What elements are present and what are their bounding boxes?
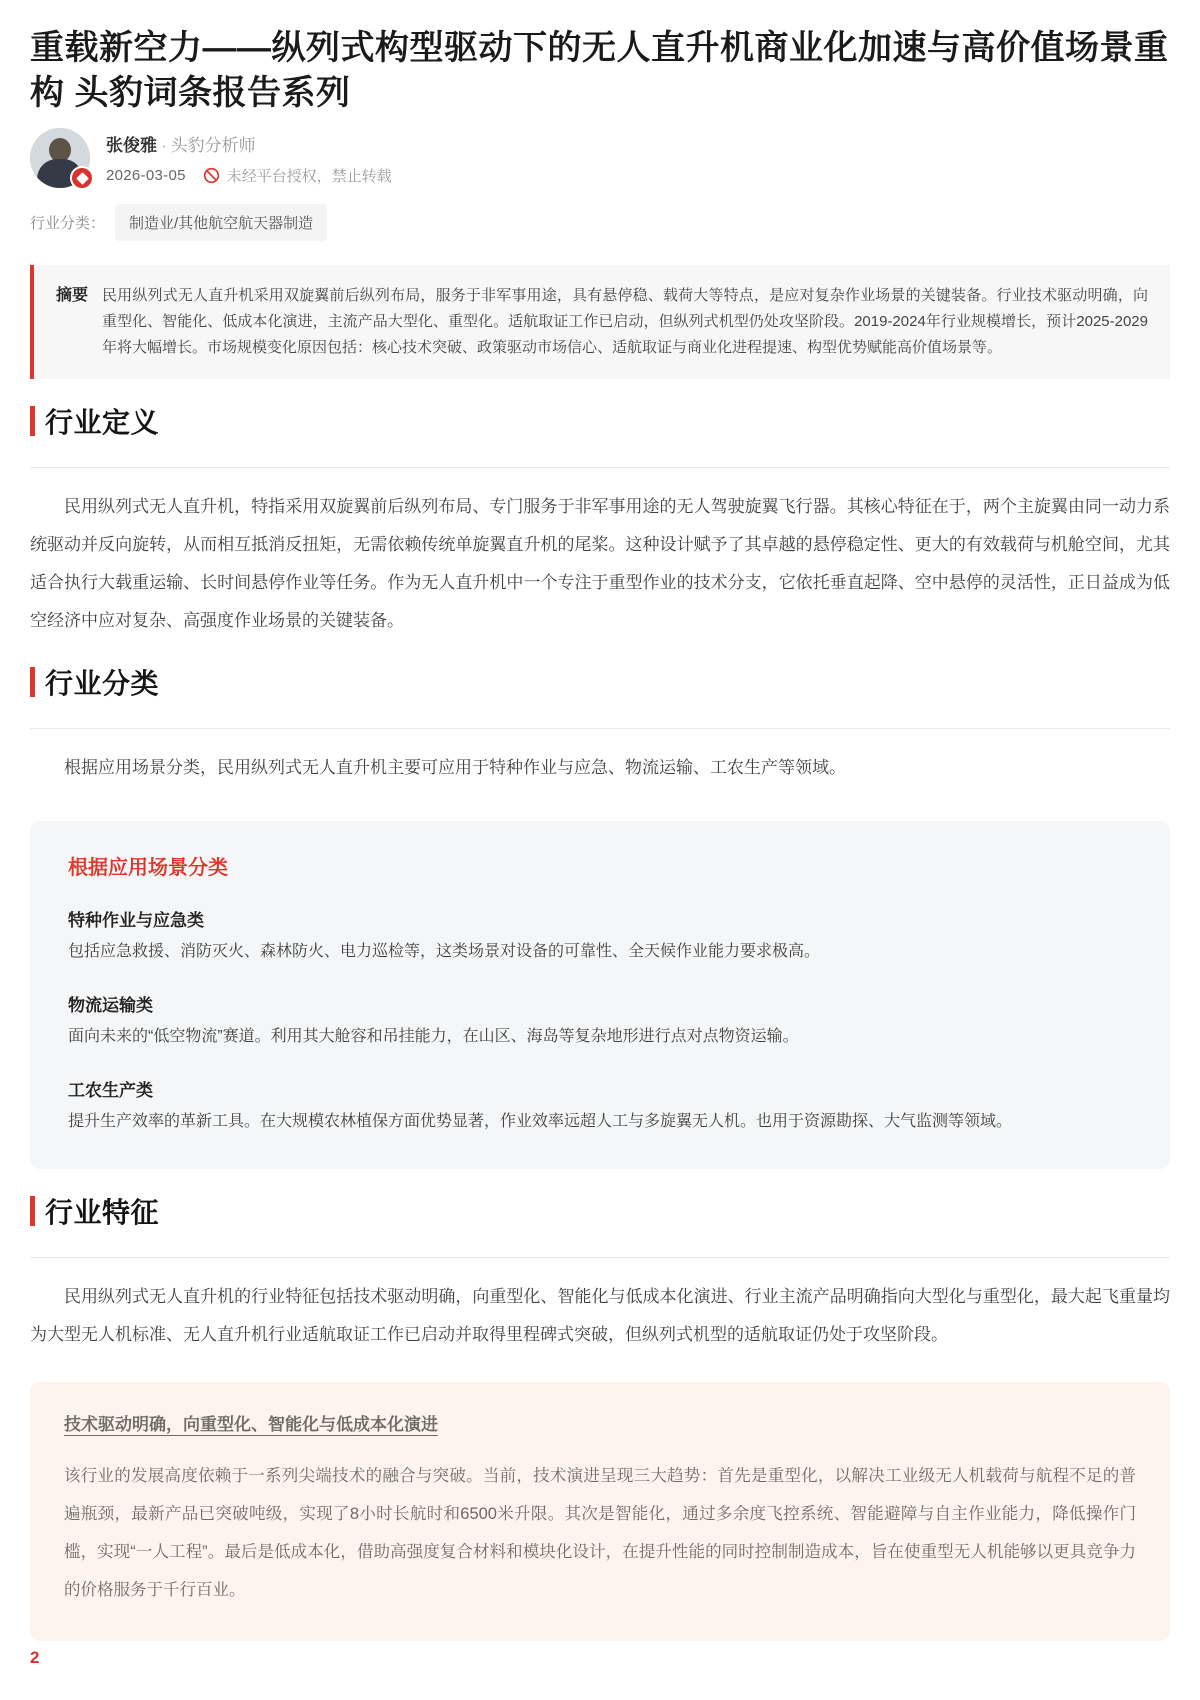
abstract-text: 民用纵列式无人直升机采用双旋翼前后纵列布局，服务于非军事用途，具有悬停稳、载荷大等特点，是应对复杂作业场景的关键装备。行业技术驱动明确，向重型化、智能化、低成本化演进，主流产品大型化、重型化。适航取证工作已启动，但纵列式机型仍处攻坚阶段。2019-2024年行业规模增长，预计2025-2029年将大幅增长。市场规模变化原因包括：核心技术突破、政策驱动市场信心、适航取证与商业化进程提速、构型优势赋能高价值场景等。 xyxy=(102,287,1148,356)
industry-category-row xyxy=(30,204,1170,241)
classification-item-text: 面向未来的“低空物流”赛道。利用其大舱容和吊挂能力，在山区、海岛等复杂地形进行点对点物资运输。 xyxy=(68,1028,799,1045)
classification-item-title: 工农生产类 xyxy=(68,1081,153,1100)
industry-category-label: 行业分类： xyxy=(30,215,106,232)
section-divider xyxy=(30,728,1170,729)
author-role: 头豹分析师 xyxy=(170,135,256,155)
abstract-box xyxy=(30,265,1170,379)
features-paragraph: 民用纵列式无人直升机的行业特征包括技术驱动明确，向重型化、智能化与低成本化演进、行业主流产品明确指向大型化与重型化，最大起飞重量均为大型无人机标准、无人直升机行业适航取证工作已启动并取得里程碑式突破，但纵列式机型的适航取证仍处于攻坚阶段。 xyxy=(30,1287,1170,1344)
badge-diamond-glyph xyxy=(76,172,89,185)
section-accent-bar xyxy=(30,406,35,436)
report-title: 重载新空力——纵列式构型驱动下的无人直升机商业化加速与高价值场景重构 头豹词条报告系列 xyxy=(30,29,1169,112)
abstract-label: 摘要 xyxy=(56,287,89,304)
author-name: 张俊雅 xyxy=(106,135,157,155)
classification-item-text: 包括应急救援、消防灭火、森林防火、电力巡检等，这类场景对设备的可靠性、全天候作业能力要求极高。 xyxy=(68,943,821,960)
author-separator: · xyxy=(161,135,167,155)
section-divider xyxy=(30,467,1170,468)
classification-item xyxy=(68,991,1132,1050)
section-title: 行业特征 xyxy=(45,1197,160,1228)
section-divider xyxy=(30,1257,1170,1258)
author-line xyxy=(106,131,392,156)
classification-item-text: 提升生产效率的革新工具。在大规模农林植保方面优势显著，作业效率远超人工与多旋翼无人机。也用于资源勘探、大气监测等领域。 xyxy=(68,1113,1013,1130)
author-avatar xyxy=(30,128,90,188)
classification-item-title: 物流运输类 xyxy=(68,996,153,1015)
page-number: 2 xyxy=(30,1648,40,1667)
leadleo-badge-icon xyxy=(70,166,94,190)
features-highlight-box xyxy=(30,1382,1170,1641)
definition-paragraph: 民用纵列式无人直升机，特指采用双旋翼前后纵列布局、专门服务于非军事用途的无人驾驶旋翼飞行器。其核心特征在于，两个主旋翼由同一动力系统驱动并反向旋转，从而相互抵消反扭矩，无需依赖传统单旋翼直升机的尾桨。这种设计赋予了其卓越的悬停稳定性、更大的有效载荷与机舱空间，尤其适合执行大载重运输、长时间悬停作业等任务。作为无人直升机中一个专注于重型作业的技术分支，它依托垂直起降、空中悬停的灵活性，正日益成为低空经济中应对复杂、高强度作业场景的关键装备。 xyxy=(30,497,1170,630)
author-block xyxy=(30,128,1170,188)
classification-item-title: 特种作业与应急类 xyxy=(68,911,204,930)
publish-date: 2026-03-05 xyxy=(106,166,186,184)
section-title: 行业定义 xyxy=(45,407,160,438)
classification-box-title: 根据应用场景分类 xyxy=(68,857,228,879)
copyright-notice: 未经平台授权，禁止转载 xyxy=(226,167,392,185)
classification-item xyxy=(68,1076,1132,1135)
industry-category-tag[interactable]: 制造业/其他航空航天器制造 xyxy=(115,204,327,241)
classification-item xyxy=(68,906,1132,965)
author-meta xyxy=(106,131,392,186)
section-accent-bar xyxy=(30,667,35,697)
highlight-title: 技术驱动明确，向重型化、智能化与低成本化演进 xyxy=(64,1415,438,1434)
classification-paragraph: 根据应用场景分类，民用纵列式无人直升机主要可应用于特种作业与应急、物流运输、工农生产等领域。 xyxy=(64,758,846,777)
classification-box xyxy=(30,821,1170,1169)
section-definition-heading xyxy=(30,401,1170,441)
no-reprint-icon xyxy=(203,167,220,184)
highlight-text: 该行业的发展高度依赖于一系列尖端技术的融合与突破。当前，技术演进呈现三大趋势：首先是重型化，以解决工业级无人机载荷与航程不足的普遍瓶颈，最新产品已突破吨级，实现了8小时长航时和6500米升限。其次是智能化，通过多余度飞控系统、智能避障与自主作业能力，降低操作门槛，实现“一人工程”。最后是低成本化，借助高强度复合材料和模块化设计，在提升性能的同时控制制造成本，旨在使重型无人机能够以更具竞争力的价格服务于千行百业。 xyxy=(64,1467,1136,1599)
section-accent-bar xyxy=(30,1196,35,1226)
section-features-heading xyxy=(30,1191,1170,1231)
section-title: 行业分类 xyxy=(45,668,160,699)
publish-line xyxy=(106,165,392,186)
section-classification-heading xyxy=(30,662,1170,702)
